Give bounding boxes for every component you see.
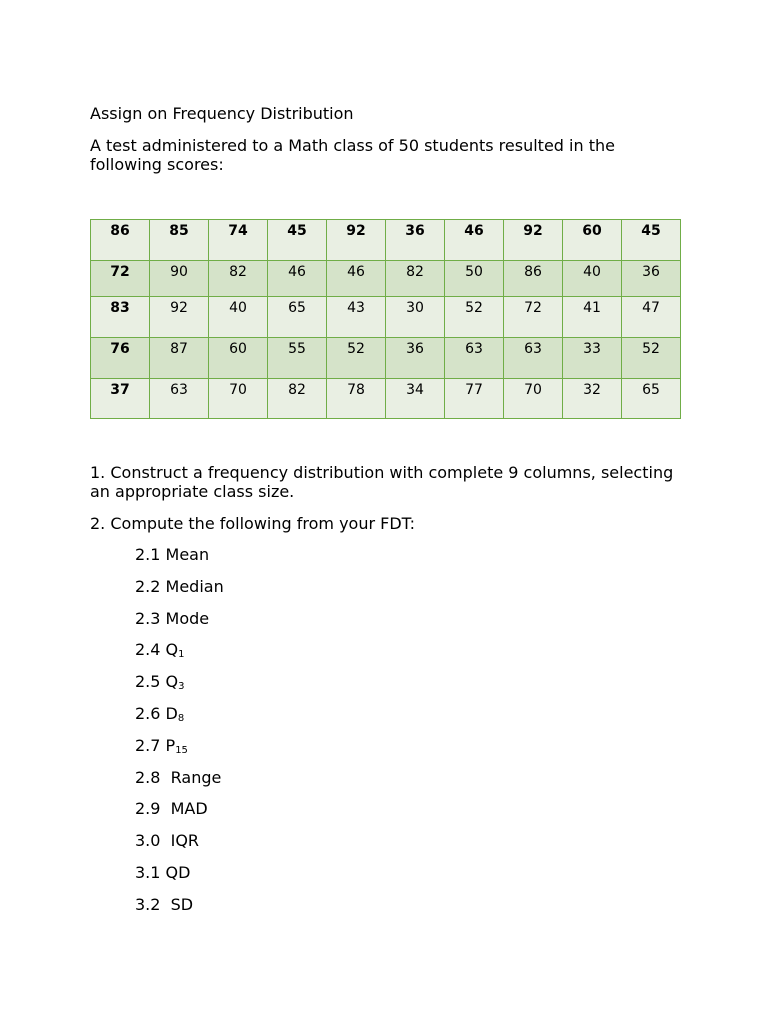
- list-item: [135, 672, 224, 704]
- list-item-label: 2.9 MAD: [135, 799, 208, 819]
- list-item: [135, 895, 224, 927]
- table-cell: 52: [327, 338, 386, 379]
- table-cell: 86: [91, 220, 150, 261]
- list-item-label: 2.1 Mean: [135, 545, 210, 564]
- list-item: [135, 736, 224, 768]
- table-cell: 92: [150, 297, 209, 338]
- list-item: [135, 863, 224, 895]
- table-cell: 40: [563, 261, 622, 297]
- list-item-label: 2.8 Range: [135, 767, 222, 787]
- table-row: [91, 261, 681, 297]
- list-item: [135, 640, 224, 672]
- table-row: [91, 297, 681, 338]
- table-cell: 82: [268, 379, 327, 419]
- table-cell: 46: [327, 261, 386, 297]
- list-item: [135, 799, 224, 831]
- table-cell: 34: [386, 379, 445, 419]
- list-item: [135, 609, 224, 641]
- list-item-subscript: 1: [178, 649, 185, 661]
- scores-table: [90, 219, 681, 419]
- table-cell: 37: [91, 379, 150, 419]
- table-cell: 36: [622, 261, 681, 297]
- table-cell: 45: [268, 220, 327, 261]
- table-cell: 65: [268, 297, 327, 338]
- document-title: Assign on Frequency Distribution: [90, 104, 354, 123]
- table-cell: 55: [268, 338, 327, 379]
- table-cell: 82: [386, 261, 445, 297]
- table-cell: 30: [386, 297, 445, 338]
- table-cell: 83: [91, 297, 150, 338]
- table-cell: 63: [445, 338, 504, 379]
- table-cell: 63: [150, 379, 209, 419]
- table-cell: 41: [563, 297, 622, 338]
- table-cell: 90: [150, 261, 209, 297]
- table-cell: 72: [91, 261, 150, 297]
- list-item: [135, 545, 224, 577]
- table-cell: 52: [622, 338, 681, 379]
- table-cell: 43: [327, 297, 386, 338]
- table-cell: 92: [504, 220, 563, 261]
- table-cell: 46: [268, 261, 327, 297]
- list-item-label: 3.1 QD: [135, 862, 191, 882]
- table-cell: 32: [563, 379, 622, 419]
- table-cell: 87: [150, 338, 209, 379]
- table-cell: 45: [622, 220, 681, 261]
- list-item-label: 2.4 Q: [135, 640, 179, 660]
- table-cell: 63: [504, 338, 563, 379]
- table-cell: 33: [563, 338, 622, 379]
- list-item-subscript: 15: [175, 744, 188, 756]
- table-cell: 77: [445, 379, 504, 419]
- table-cell: 74: [209, 220, 268, 261]
- table-cell: 65: [622, 379, 681, 419]
- table-cell: 76: [91, 338, 150, 379]
- list-item: [135, 704, 224, 736]
- table-cell: 50: [445, 261, 504, 297]
- table-cell: 70: [209, 379, 268, 419]
- list-item-label: 2.7 P: [135, 735, 176, 755]
- question-1: 1. Construct a frequency distribution with complete 9 columns, selecting an appropriate class size.: [90, 463, 674, 501]
- table-cell: 47: [622, 297, 681, 338]
- computation-list: [135, 545, 224, 927]
- list-item-subscript: 8: [177, 712, 185, 724]
- list-item-label: 2.3 Mode: [135, 608, 210, 628]
- list-item-label: 3.0 IQR: [135, 831, 200, 851]
- list-item: [135, 768, 224, 800]
- list-item-label: 2.6 D: [135, 703, 178, 723]
- list-item-subscript: 3: [178, 681, 185, 693]
- table-cell: 86: [504, 261, 563, 297]
- table-cell: 46: [445, 220, 504, 261]
- list-item: [135, 577, 224, 609]
- intro-paragraph: A test administered to a Math class of 50 students resulted in the following scores:: [90, 136, 615, 174]
- table-cell: 70: [504, 379, 563, 419]
- table-cell: 92: [327, 220, 386, 261]
- table-cell: 36: [386, 220, 445, 261]
- list-item-label: 2.2 Median: [135, 576, 224, 596]
- table-cell: 60: [209, 338, 268, 379]
- table-cell: 72: [504, 297, 563, 338]
- table-cell: 85: [150, 220, 209, 261]
- table-cell: 36: [386, 338, 445, 379]
- table-cell: 40: [209, 297, 268, 338]
- list-item-label: 3.2 SD: [135, 894, 194, 914]
- question-2: 2. Compute the following from your FDT:: [90, 514, 416, 533]
- table-cell: 60: [563, 220, 622, 261]
- table-cell: 78: [327, 379, 386, 419]
- list-item-label: 2.5 Q: [135, 672, 179, 692]
- table-cell: 82: [209, 261, 268, 297]
- table-cell: 52: [445, 297, 504, 338]
- table-row: [91, 379, 681, 419]
- list-item: [135, 831, 224, 863]
- table-row: [91, 220, 681, 261]
- table-row: [91, 338, 681, 379]
